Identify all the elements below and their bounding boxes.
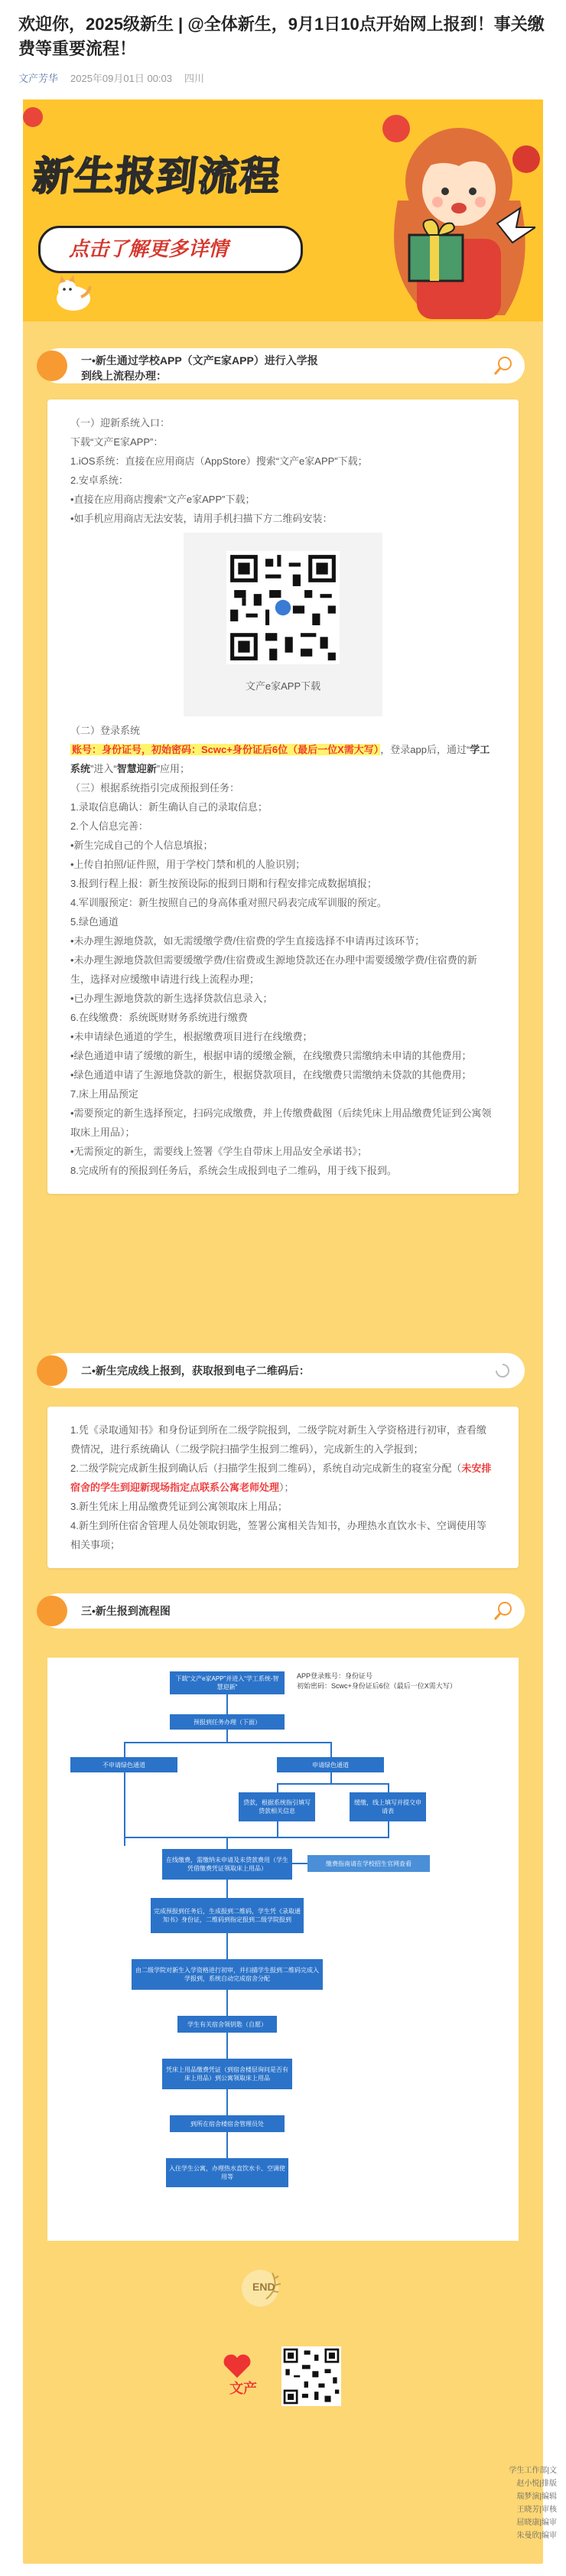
- task-item: 1.录取信息确认：新生确认自己的录取信息；: [70, 801, 268, 813]
- end-label: END: [252, 2281, 275, 2293]
- android-store-instruction: •直接在应用商店搜索“文产e家APP”下载；: [70, 494, 255, 505]
- android-qr-instruction: •如手机应用商店无法安装，请用手机扫描下方二维码安装：: [70, 513, 333, 524]
- logo-text: 文产: [229, 2381, 257, 2396]
- section2-card: [47, 1407, 519, 1568]
- tennis-racket-icon: [493, 1601, 512, 1621]
- section1-heading-line2: 到线上流程办理：: [81, 370, 167, 382]
- task-item: •无需预定的新生，需要线上签署《学生自带床上用品安全承诺书》；: [70, 1146, 368, 1157]
- entry-heading: （一）迎新系统入口：: [70, 417, 171, 429]
- section1-card: [47, 399, 519, 1194]
- flow-dorm-manager: 到所在宿舍楼宿舍管理员处: [170, 2115, 285, 2132]
- flowchart[interactable]: [47, 1658, 519, 2241]
- article-header: [0, 0, 566, 85]
- login-credentials: 账号：身份证号，初始密码：Scwc+身份证后6位（最后一位X需大写）: [72, 744, 379, 755]
- credit-line: 王晓芳|审核: [516, 2506, 557, 2514]
- flow-note-payment-guide: 缴费指南请在学校招生官网查看: [307, 1855, 430, 1872]
- flow-no-green-channel: 不申请绿色通道: [70, 1757, 177, 1772]
- smart-welcome-label: 智慧迎新: [116, 763, 157, 774]
- flow-step-download: 下载“文产e家APP”并进入“学工系统-智慧迎新”: [170, 1671, 285, 1694]
- task-item: •未办理生源地贷款，如无需缓缴学费/住宿费的学生直接选择不申请再过该环节；: [70, 935, 425, 947]
- task-item: 6.在线缴费：系统既财财务系统进行缴费: [70, 1012, 248, 1023]
- section1-heading-line1: 一•新生通过学校APP（文产E家APP）进行入学报: [81, 354, 318, 367]
- task-item: •绿色通道申请了生源地贷款的新生，根据贷款项目，在线缴费只需缴纳未贷款的其他费用；: [70, 1069, 472, 1081]
- section-dot-icon: [37, 1355, 67, 1386]
- task-item: 2.个人信息完善：: [70, 820, 148, 832]
- publish-location: 四川: [184, 73, 205, 84]
- task-item: •需要预定的新生选择预定，扫码完成缴费，并上传缴费截图（后续凭床上用品缴费凭证到公寓领取床上用品）；: [70, 1107, 492, 1138]
- ios-instruction: 1.iOS系统：直接在应用商店（AppStore）搜索“文产e家APP”下载；: [70, 455, 368, 467]
- article-title: 欢迎你，2025级新生 | @全体新生，9月1日10点开始网上报到！事关缴费等重要流程！: [18, 15, 545, 58]
- tasks-heading: （三）根据系统指引完成预报到任务：: [70, 782, 240, 794]
- banner-subtitle: 点击了解更多详情: [69, 237, 229, 260]
- qr-code-icon: [226, 551, 340, 664]
- step-item: 1.凭《录取通知书》和身份证到所在二级学院报到，二级学院对新生入学资格进行初审，查看缴费情况，进行系统确认（二级学院扫描学生报到二维码），完成新生的入学报到；: [70, 1424, 486, 1455]
- footer-qr-code-icon[interactable]: [281, 2346, 341, 2406]
- flow-move-in: 入住学生公寓，办理热水直饮水卡、空调使用等: [166, 2158, 288, 2187]
- flow-online-payment: 在线缴费，需缴纳未申请及未贷款费用（学生凭借缴费凭证领取床上用品）: [162, 1849, 292, 1880]
- step-item: 3.新生凭床上用品缴费凭证到公寓领取床上用品；: [70, 1501, 288, 1512]
- task-item: •已办理生源地贷款的新生选择贷款信息录入；: [70, 993, 273, 1004]
- article-meta: [18, 70, 548, 85]
- download-heading: 下载“文产E家APP”：: [70, 436, 164, 448]
- section3-heading: [41, 1593, 525, 1629]
- section2-heading-text: 二•新生完成线上报到，获取报到电子二维码后：: [81, 1365, 310, 1377]
- qr-caption: 文产e家APP下载: [245, 680, 321, 692]
- flow-bedding: 凭床上用品缴费凭证（到宿舍楼层询问是否有床上用品）到公寓领取床上用品: [162, 2059, 292, 2089]
- step-item: 2.二级学院完成新生报到确认后（扫描学生报到二维码），系统自动完成新生的寝室分配（未安排宿舍的学生到迎新现场指定点联系公寓老师处理）；: [70, 1462, 492, 1493]
- credit-line: 赵小悦|排版: [516, 2480, 557, 2488]
- login-heading: （二）登录系统: [70, 725, 141, 736]
- credit-line: 瑞梦演|编辑: [516, 2493, 557, 2501]
- credit-line: 屈晓康|编审: [516, 2519, 557, 2527]
- flow-qr-generated: 完成预报到任务后，生成报到二维码，学生凭《录取通知书》身份证，二维码到指定报到二级学院报到: [151, 1898, 304, 1933]
- credits: [496, 2464, 557, 2542]
- girl-illustration-icon: [382, 109, 535, 319]
- android-heading: 2.安卓系统：: [70, 474, 128, 486]
- task-item: •上传自拍照/证件照，用于学校门禁和机的人脸识别；: [70, 859, 306, 870]
- heart-icon: [222, 2353, 252, 2379]
- task-item: •新生完成自己的个人信息填报；: [70, 840, 213, 851]
- banner[interactable]: [23, 99, 543, 321]
- task-item: 4.军训服预定：新生按照自己的身高体重对照尺码表完成军训服的预定。: [70, 897, 387, 908]
- student-system-label: 学工系统: [70, 744, 490, 774]
- dorm-warning: 未安排宿舍的学生到迎新现场指定点联系公寓老师处理: [70, 1462, 492, 1493]
- flow-deferral: 缓缴，线上填写并提交申请表: [350, 1792, 426, 1821]
- task-item: 8.完成所有的预报到任务后，系统会生成报到电子二维码，用于线下报到。: [70, 1165, 397, 1176]
- banner-title: 新生报到流程: [31, 155, 284, 199]
- task-item: •未申请绿色通道的学生，根据缴费项目进行在线缴费；: [70, 1031, 313, 1042]
- section3-heading-text: 三•新生报到流程图: [81, 1605, 171, 1617]
- publish-date: 2025年09月01日 00:03: [70, 73, 172, 84]
- section1-heading: [41, 348, 525, 383]
- account-name[interactable]: 文产芳华: [18, 73, 59, 84]
- task-item: 3.报到行程上报：新生按预设际的报到日期和行程安排完成数据填报；: [70, 878, 377, 889]
- spinner-icon: [493, 1361, 512, 1381]
- cat-icon: [50, 274, 96, 312]
- step-item: 4.新生到所住宿舍管理人员处领取钥匙，签署公寓相关告知书，办理热水直饮水卡、空调使用等相关事项；: [70, 1520, 486, 1550]
- task-item: 7.床上用品预定: [70, 1088, 138, 1100]
- credit-line: 朱曼欣|编审: [516, 2532, 557, 2540]
- task-item: 5.绿色通道: [70, 916, 119, 928]
- credit-line: 学生工作部|文: [509, 2467, 557, 2475]
- flow-keys: 学生有关宿舍领钥匙（自愿）: [177, 2016, 277, 2033]
- section-dot-icon: [37, 351, 67, 381]
- flow-note-login: APP登录账号：身份证号 初始密码：Scwc+身份证后6位（最后一位X需大写）: [297, 1672, 457, 1690]
- logo: [222, 2353, 268, 2399]
- section-dot-icon: [37, 1596, 67, 1626]
- section2-heading: [41, 1353, 525, 1388]
- tennis-racket-icon: [493, 356, 512, 376]
- flow-loan: 贷款，根据系统指引填写贷款相关信息: [239, 1792, 315, 1821]
- task-item: •未办理生源地贷款但需要缓缴学费/住宿费或生源地贷款还在办理中需要缓缴学费/住宿费的新生，选择对应缓缴申请进行线上流程办理；: [70, 954, 477, 985]
- task-item: •绿色通道申请了缓缴的新生，根据申请的缓缴金额，在线缴费只需缴纳未申请的其他费用；: [70, 1050, 472, 1061]
- login-instruction: 账号：身份证号，初始密码：Scwc+身份证后6位（最后一位X需大写） ，登录app后，通过“学工系统”进入“智慧迎新”应用；: [70, 744, 490, 774]
- app-qr-box[interactable]: [184, 533, 382, 716]
- flow-green-channel: 申请绿色通道: [277, 1757, 384, 1772]
- flow-college-check: 由二级学院对新生入学资格进行初审，并扫描学生报到二维码完成入学报到，系统自动完成宿舍分配: [132, 1959, 323, 1990]
- flow-step-pretasks: 预报到任务办理（下面）: [170, 1714, 285, 1730]
